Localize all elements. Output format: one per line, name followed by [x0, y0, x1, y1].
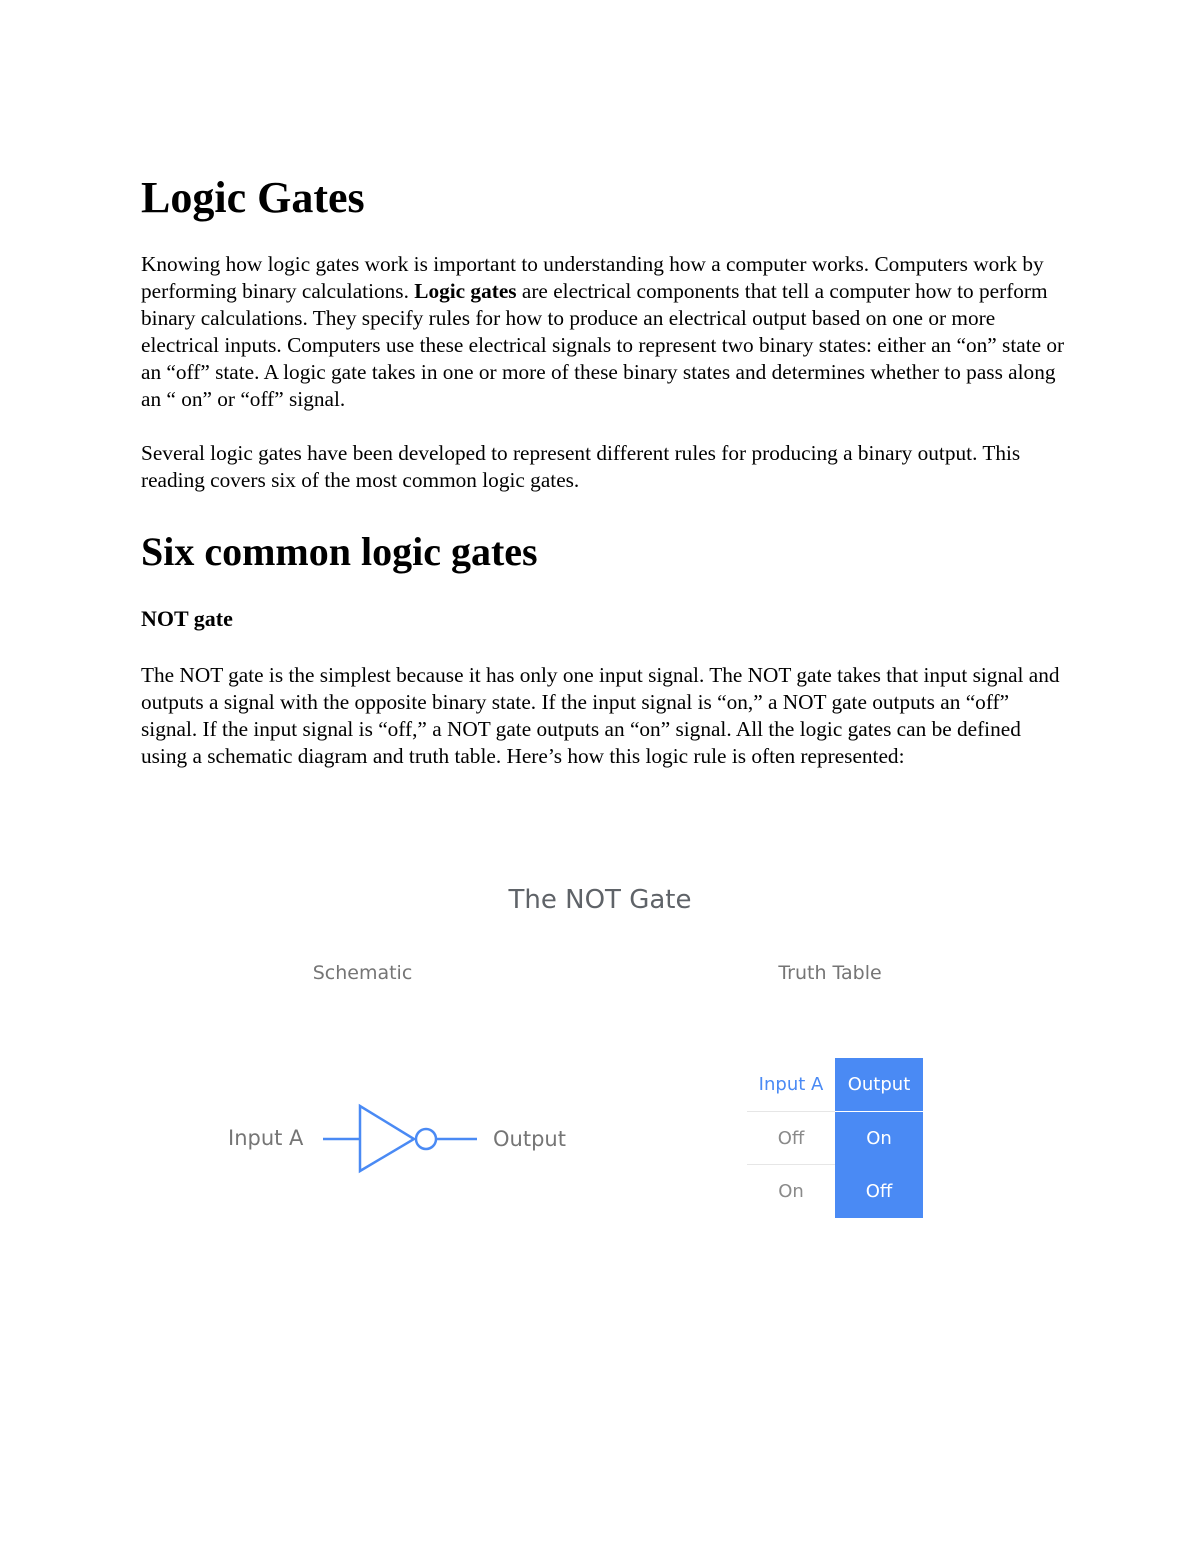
not-gate-paragraph: The NOT gate is the simplest because it has only one input signal. The NOT gate takes that input signal and outputs a signal with the opposite binary state. If the input signal is “on,” a NOT gate outputs an “off” signal. If the input signal is “off,” a NOT gate outputs an “on” signal. All the logic gates can be defined using a schematic diagram and truth table. Here’s how this logic rule is often represented:: [141, 663, 1060, 768]
truth-table-divider: [747, 1164, 835, 1165]
not-gate-triangle: [360, 1106, 414, 1171]
schematic-input-label: Input A: [228, 1126, 304, 1150]
truth-table-cell: Off: [747, 1112, 835, 1165]
truth-table-cell: On: [747, 1165, 835, 1218]
schematic-output-label: Output: [493, 1127, 566, 1151]
not-gate-symbol-icon: [320, 1100, 485, 1180]
section-heading: Six common logic gates: [141, 529, 538, 574]
truth-table: [747, 1058, 923, 1219]
truth-table-divider: [747, 1111, 835, 1112]
intro-bold-term: Logic gates: [414, 279, 517, 303]
intro-text-2: are electrical components that tell a computer how to perform binary calculations. They specify rules for how to produce an electrical output based on one or more electrical inputs. Computers use these electrical signals to represent two binary states: either an “on” state or an “off” state. A logic gate takes in one or more of these binary states and determines whether to pass along an “ on” or “off” signal.: [141, 279, 1065, 411]
schematic-caption: Schematic: [312, 962, 413, 984]
page-title: Logic Gates: [141, 173, 365, 222]
intro-paragraph: [141, 251, 1066, 413]
figure-title: The NOT Gate: [508, 885, 692, 915]
truth-table-cell: Off: [835, 1165, 923, 1218]
not-gate-bubble: [416, 1129, 436, 1149]
overview-paragraph: Several logic gates have been developed to represent different rules for producing a binary output. This reading covers six of the most common logic gates.: [141, 441, 1021, 492]
truth-table-header-output: Output: [835, 1058, 923, 1111]
truth-table-caption: Truth Table: [778, 962, 882, 984]
truth-table-header-input: Input A: [747, 1058, 835, 1111]
truth-table-cell: On: [835, 1112, 923, 1165]
intro-text-1: Knowing how logic gates work is important to understanding how a computer works. Computers work by performing binary calculations.: [141, 252, 1044, 303]
not-gate-heading: NOT gate: [141, 606, 233, 631]
